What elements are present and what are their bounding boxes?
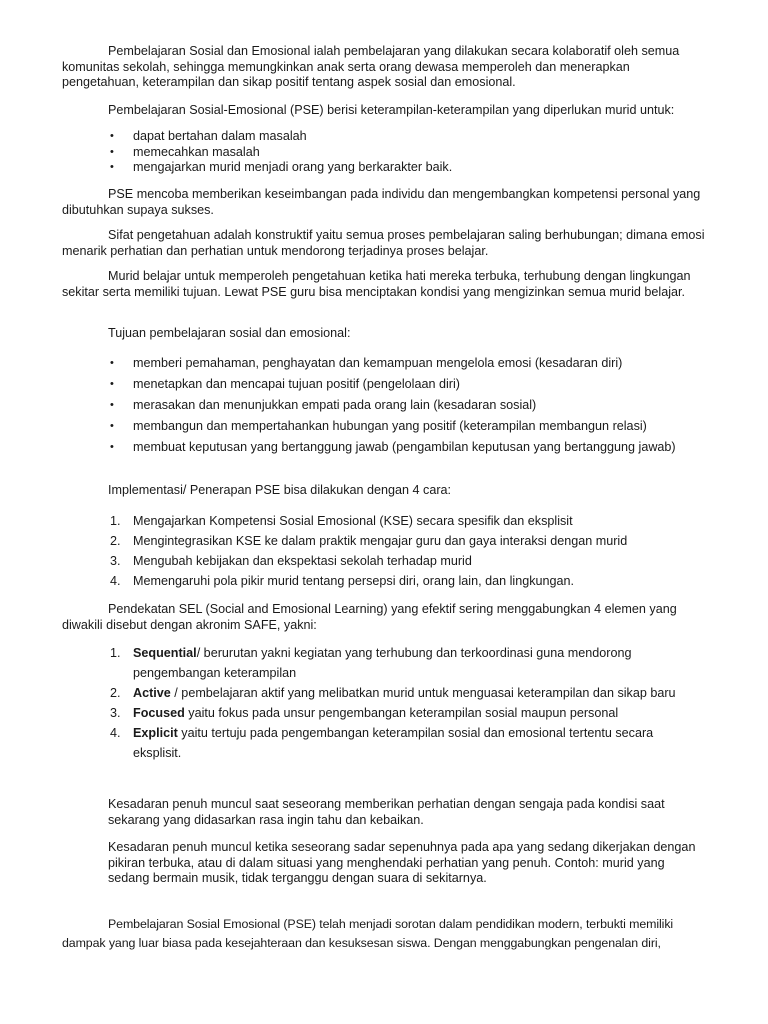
item-number: 1. — [110, 514, 121, 528]
paragraph-pse-skills: Pembelajaran Sosial-Emosional (PSE) berisi keterampilan-keterampilan yang diperlukan murid untuk: — [108, 103, 675, 117]
item-text: yaitu fokus pada unsur pengembangan keterampilan sosial maupun personal — [184, 706, 619, 720]
item-text: Memengaruhi pola pikir murid tentang persepsi diri, orang lain, dan lingkungan. — [133, 574, 575, 588]
item-text: Mengajarkan Kompetensi Sosial Emosional (KSE) secara spesifik dan eksplisit — [133, 514, 573, 528]
item-number: 3. — [110, 706, 121, 720]
paragraph-balance: PSE mencoba memberikan keseimbangan pada individu dan mengembangkan kompetensi personal yang dibutuhkan supaya sukses. — [62, 187, 701, 217]
paragraph-modern-education: Pembelajaran Sosial Emosional (PSE) telah menjadi sorotan dalam pendidikan modern, terbukti memiliki dampak yang luar biasa pada kesejahteraan dan kesuksesan siswa. Dengan menggabungkan pengenalan diri, — [62, 917, 674, 950]
list-item — [62, 723, 702, 763]
item-number: 2. — [110, 686, 121, 700]
list-item — [62, 531, 702, 551]
safe-list — [62, 643, 702, 763]
item-number: 3. — [110, 554, 121, 568]
list-item — [62, 683, 702, 703]
paragraph-implementation: Implementasi/ Penerapan PSE bisa dilakukan dengan 4 cara: — [108, 483, 452, 497]
paragraph-constructive: Sifat pengetahuan adalah konstruktif yaitu semua proses pembelajaran saling berhubungan; dimana emosi menarik perhatian dan perhatian untuk mendorong terjadinya proses belajar. — [62, 228, 705, 258]
list-item: • memecahkan masalah — [62, 145, 702, 161]
item-text: / pembelajaran aktif yang melibatkan murid untuk menguasai keterampilan dan sikap baru — [170, 686, 676, 700]
list-item: • merasakan dan menunjukkan empati pada orang lain (kesadaran sosial) — [62, 395, 702, 416]
item-number: 1. — [110, 646, 121, 660]
item-text: yaitu tertuju pada pengembangan keterampilan sosial dan emosional tertentu secara eksplisit. — [133, 726, 654, 760]
paragraph-mindfulness-1: Kesadaran penuh muncul saat seseorang memberikan perhatian dengan sengaja pada kondisi saat sekarang yang didasarkan rasa ingin tahu dan kebaikan. — [108, 797, 665, 827]
paragraph-learning: Murid belajar untuk memperoleh pengetahuan ketika hati mereka terbuka, terhubung dengan lingkungan sekitar serta memiliki tujuan. Lewat PSE guru bisa menciptakan kondisi yang mengizinkan semua murid belajar. — [62, 269, 691, 299]
list-item — [62, 511, 702, 531]
list-item: • membangun dan mempertahankan hubungan yang positif (keterampilan membangun relasi) — [62, 416, 702, 437]
paragraph-definition: Pembelajaran Sosial dan Emosional ialah pembelajaran yang dilakukan secara kolaboratif oleh semua komunitas sekolah, sehingga memungkinkan anak serta orang dewasa memperoleh dan menerapkan pengetahuan, keterampilan dan sikap positif tentang aspek sosial dan emosional. — [62, 44, 680, 90]
paragraph-mindfulness-2: Kesadaran penuh muncul ketika seseorang sadar sepenuhnya pada apa yang sedang dikerjakan dengan pikiran terbuka, atau di dalam situasi yang menghendaki perhatian yang penuh. Contoh: murid yang sedang bermain musik, tidak terganggu dengan suara di sekitarnya. — [108, 840, 696, 886]
item-term: Active — [133, 686, 171, 700]
item-text: Mengintegrasikan KSE ke dalam praktik mengajar guru dan gaya interaksi dengan murid — [133, 534, 628, 548]
implementation-list — [62, 511, 702, 591]
item-number: 4. — [110, 574, 121, 588]
item-term: Explicit — [133, 726, 178, 740]
list-item — [62, 703, 702, 723]
goals-list — [62, 353, 702, 458]
list-item: • dapat bertahan dalam masalah — [62, 129, 702, 145]
item-text: Mengubah kebijakan dan ekspektasi sekolah terhadap murid — [133, 554, 472, 568]
item-number: 4. — [110, 726, 121, 740]
list-item — [62, 551, 702, 571]
paragraph-safe: Pendekatan SEL (Social and Emosional Learning) yang efektif sering menggabungkan 4 elemen yang diwakili disebut dengan akronim SAFE, yakni: — [62, 602, 677, 632]
list-item: • mengajarkan murid menjadi orang yang berkarakter baik. — [62, 160, 702, 176]
list-item — [62, 643, 702, 683]
item-number: 2. — [110, 534, 121, 548]
item-term: Sequential — [133, 646, 197, 660]
item-term: Focused — [133, 706, 185, 720]
paragraph-goals-intro: Tujuan pembelajaran sosial dan emosional: — [108, 326, 351, 340]
list-item: • membuat keputusan yang bertanggung jawab (pengambilan keputusan yang bertanggung jawab) — [62, 437, 702, 458]
list-item: • menetapkan dan mencapai tujuan positif (pengelolaan diri) — [62, 374, 702, 395]
item-text: / berurutan yakni kegiatan yang terhubung dan terkoordinasi guna mendorong pengembangan keterampilan — [133, 646, 632, 680]
list-item — [62, 571, 702, 591]
list-item: • memberi pemahaman, penghayatan dan kemampuan mengelola emosi (kesadaran diri) — [62, 353, 702, 374]
skills-list — [62, 129, 702, 176]
